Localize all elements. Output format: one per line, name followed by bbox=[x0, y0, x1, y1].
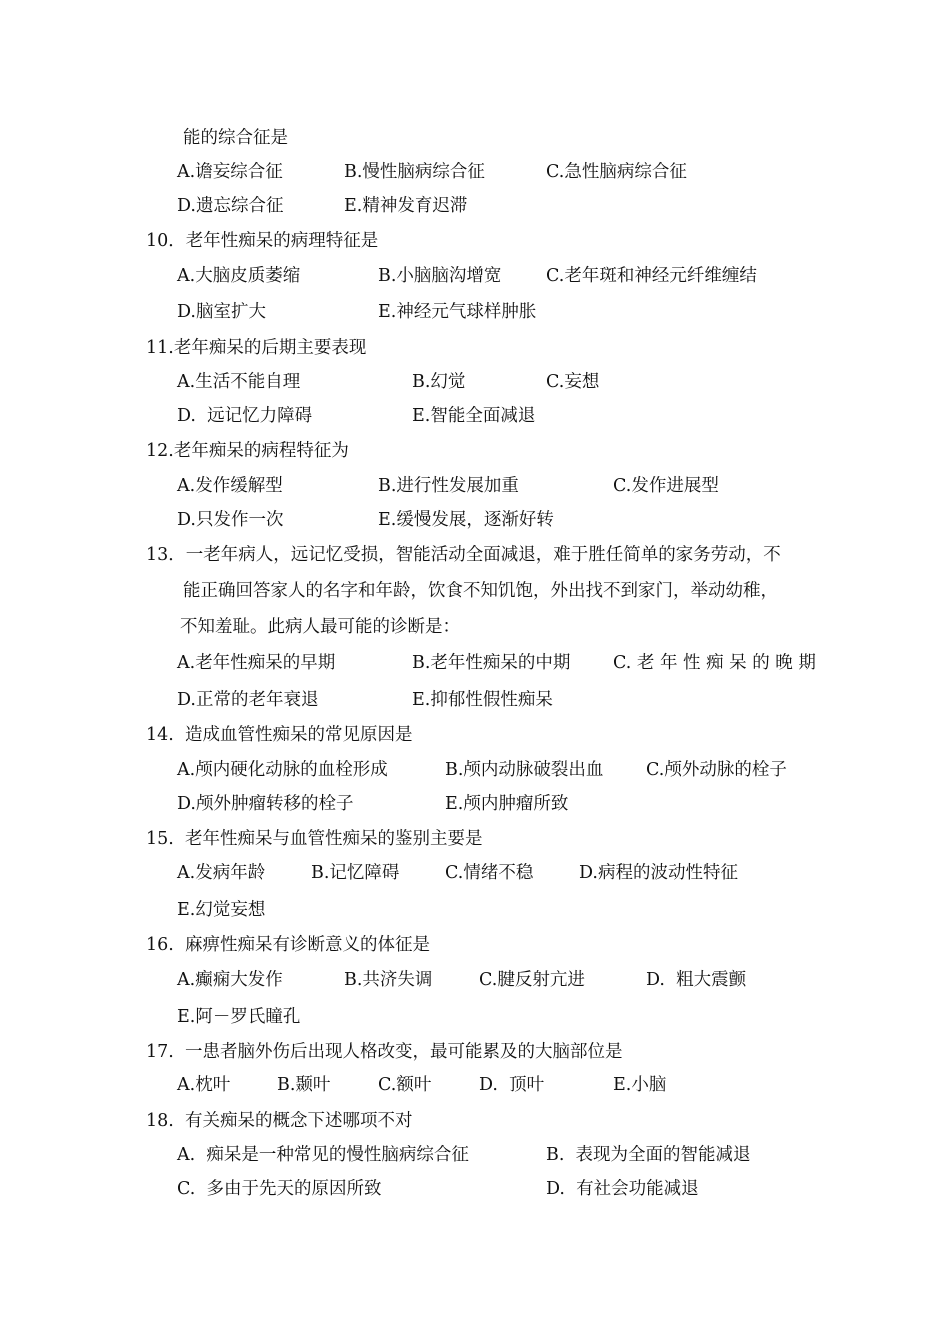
q9-option-a: A.谵妄综合征 bbox=[177, 162, 283, 182]
q17-option-e: E.小脑 bbox=[613, 1075, 667, 1095]
q13-option-d: D.正常的老年衰退 bbox=[177, 690, 319, 710]
q12-option-a: A.发作缓解型 bbox=[177, 476, 283, 496]
question-18-stem: 18. 有关痴呆的概念下述哪项不对 bbox=[146, 1111, 413, 1131]
q18-option-a: A. 痴呆是一种常见的慢性脑病综合征 bbox=[177, 1145, 469, 1165]
q11-option-b: B.幻觉 bbox=[412, 372, 466, 392]
q16-option-e: E.阿－罗氏瞳孔 bbox=[177, 1007, 301, 1027]
q12-option-e: E.缓慢发展，逐渐好转 bbox=[378, 510, 554, 530]
q16-option-c: C.腱反射亢进 bbox=[479, 970, 585, 990]
q14-option-c: C.颅外动脉的栓子 bbox=[646, 760, 787, 780]
q9-option-b: B.慢性脑病综合征 bbox=[344, 162, 485, 182]
q9-option-c: C.急性脑病综合征 bbox=[546, 162, 687, 182]
q14-option-a: A.颅内硬化动脉的血栓形成 bbox=[177, 760, 388, 780]
q15-option-c: C.情绪不稳 bbox=[445, 863, 534, 883]
q11-option-c: C.妄想 bbox=[546, 372, 600, 392]
q15-option-a: A.发病年龄 bbox=[177, 863, 266, 883]
q13-option-b: B.老年性痴呆的中期 bbox=[412, 653, 571, 673]
q9-option-e: E.精神发育迟滞 bbox=[344, 196, 468, 216]
q16-option-d: D. 粗大震颤 bbox=[646, 970, 747, 990]
question-17-stem: 17. 一患者脑外伤后出现人格改变，最可能累及的大脑部位是 bbox=[146, 1042, 623, 1062]
q15-option-b: B.记忆障碍 bbox=[311, 863, 400, 883]
q14-option-b: B.颅内动脉破裂出血 bbox=[445, 760, 604, 780]
q13-option-e: E.抑郁性假性痴呆 bbox=[412, 690, 553, 710]
q12-option-d: D.只发作一次 bbox=[177, 510, 284, 530]
q18-option-d: D. 有社会功能减退 bbox=[546, 1179, 699, 1199]
q10-option-c: C.老年斑和神经元纤维缠结 bbox=[546, 266, 757, 286]
q10-option-b: B.小脑脑沟增宽 bbox=[378, 266, 502, 286]
q17-option-c: C.额叶 bbox=[378, 1075, 432, 1095]
q11-option-a: A.生活不能自理 bbox=[177, 372, 301, 392]
q11-option-d: D. 远记忆力障碍 bbox=[177, 406, 313, 426]
question-13-stem-line-1: 13．一老年病人，远记忆受损，智能活动全面减退，难于胜任简单的家务劳动，不 bbox=[146, 545, 781, 565]
q13-option-a: A.老年性痴呆的早期 bbox=[177, 653, 336, 673]
q14-option-e: E.颅内肿瘤所致 bbox=[445, 794, 569, 814]
question-10-stem: 10．老年性痴呆的病理特征是 bbox=[146, 231, 379, 251]
question-14-stem: 14. 造成血管性痴呆的常见原因是 bbox=[146, 725, 413, 745]
question-13-stem-line-2: 能正确回答家人的名字和年龄，饮食不知饥饱，外出找不到家门，举动幼稚， bbox=[183, 581, 778, 601]
q12-option-c: C.发作进展型 bbox=[613, 476, 719, 496]
question-12-stem: 12.老年痴呆的病程特征为 bbox=[146, 441, 349, 461]
q12-option-b: B.进行性发展加重 bbox=[378, 476, 519, 496]
q15-option-d: D.病程的波动性特征 bbox=[579, 863, 738, 883]
q16-option-a: A.癫痫大发作 bbox=[177, 970, 283, 990]
q15-option-e: E.幻觉妄想 bbox=[177, 900, 266, 920]
q11-option-e: E.智能全面减退 bbox=[412, 406, 536, 426]
q10-option-a: A.大脑皮质萎缩 bbox=[177, 266, 301, 286]
q14-option-d: D.颅外肿瘤转移的栓子 bbox=[177, 794, 354, 814]
q17-option-d: D. 顶叶 bbox=[479, 1075, 545, 1095]
q16-option-b: B.共济失调 bbox=[344, 970, 433, 990]
question-11-stem: 11.老年痴呆的后期主要表现 bbox=[146, 338, 367, 358]
q9-option-d: D.遗忘综合征 bbox=[177, 196, 284, 216]
q10-option-e: E.神经元气球样肿胀 bbox=[378, 302, 537, 322]
question-13-stem-line-3: 不知羞耻。此病人最可能的诊断是： bbox=[180, 617, 460, 637]
q18-option-b: B. 表现为全面的智能减退 bbox=[546, 1145, 751, 1165]
q17-option-a: A.枕叶 bbox=[177, 1075, 231, 1095]
q10-option-d: D.脑室扩大 bbox=[177, 302, 266, 322]
question-9-stem: 能的综合征是 bbox=[183, 128, 288, 148]
q17-option-b: B.颞叶 bbox=[277, 1075, 331, 1095]
question-15-stem: 15. 老年性痴呆与血管性痴呆的鉴别主要是 bbox=[146, 829, 483, 849]
q13-option-c: C. 老 年 性 痴 呆 的 晚 期 bbox=[613, 653, 816, 673]
question-16-stem: 16. 麻痹性痴呆有诊断意义的体征是 bbox=[146, 935, 430, 955]
q18-option-c: C. 多由于先天的原因所致 bbox=[177, 1179, 382, 1199]
